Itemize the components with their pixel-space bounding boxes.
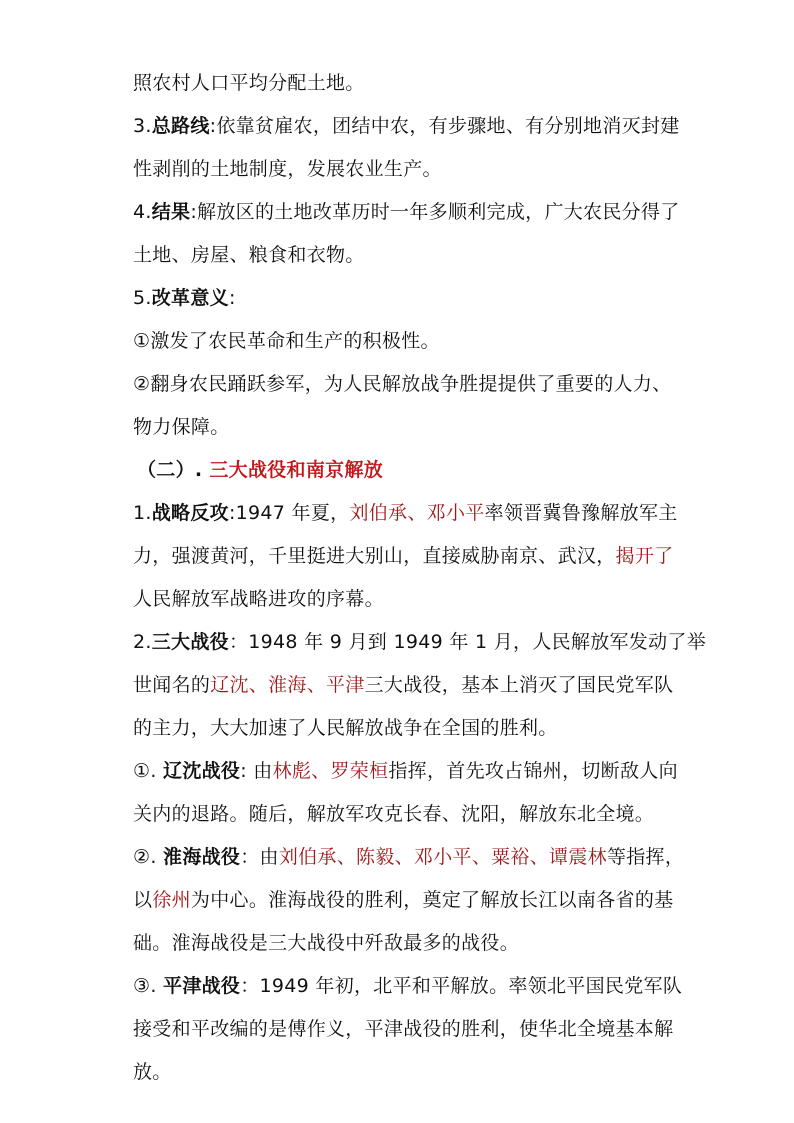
document-body [133,62,706,1094]
text-line [133,922,673,965]
text-run: 为中心。淮海战役的胜利，奠定了解放长江以南各省的基 [190,889,674,911]
item-general-line [133,105,680,148]
text-run: ①激发了农民革命和生产的积极性。 [133,330,440,352]
item-number: 2. [133,631,152,653]
item-number: 5. [133,287,152,309]
text-line [133,234,673,277]
text-run: 性剥削的土地制度，发展农业生产。 [133,158,442,180]
item-heading: 淮海战役 [163,846,241,868]
text-run: 土地、房屋、粮食和衣物。 [133,244,365,266]
text-line [133,707,673,750]
text-run: ：由 [240,846,279,868]
text-run: 三大战役，基本上消灭了国民党军队 [364,674,674,696]
item-heading: 平津战役 [163,975,241,997]
text-line [133,535,673,578]
text-run: ：1949 年初，北平和平解放。率领北平国民党军队 [240,975,683,997]
text-run: :解放区的土地改革历时一年多顺利完成，广大农民分得了 [190,201,680,223]
item-heading: 战略反攻 [151,502,229,524]
item-heading: 改革意义 [151,287,229,309]
item-strategic-offensive [133,492,678,535]
text-line [133,1051,673,1094]
item-number: 4. [133,201,152,223]
item-number: ②. [133,846,164,868]
text-run: 关内的退路。随后，解放军攻克长春、沈阳，解放东北全境。 [133,803,655,825]
text-run: 接受和平改编的是傅作义，平津战役的胜利，使华北全境基本解 [133,1018,674,1040]
item-huaihai [133,836,685,879]
text-run: : [228,287,236,309]
text-run: ：1948 年 9 月到 1949 年 1 月，人民解放军发动了举 [228,631,706,653]
text-line [133,578,673,621]
item-heading: 三大战役 [151,631,229,653]
text-line [133,363,673,406]
text-run: 物力保障。 [133,416,230,438]
text-line [133,1008,673,1051]
text-line [133,793,673,836]
highlight-place: 徐州 [152,889,191,911]
text-run: 放。 [133,1061,172,1083]
text-line [133,320,673,363]
item-number: 3. [133,115,152,137]
item-heading: 总路线 [151,115,210,137]
text-run: ②翻身农民踊跃参军，为人民解放战争胜提提供了重要的人力、 [133,373,672,395]
text-line [133,148,673,191]
text-run: 等指挥， [606,846,685,868]
section-number: （二）. [137,459,210,481]
item-number: 1. [133,502,152,524]
item-three-campaigns [133,621,706,664]
section-heading [133,449,673,492]
text-line [133,879,673,922]
text-run: 指挥，首先攻占锦州，切断敌人向 [388,760,678,782]
highlight-text: 揭开了 [615,545,674,567]
text-run: :1947 年夏， [228,502,350,524]
text-run: 人民解放军战略进攻的序幕。 [133,588,384,610]
item-pingjin [133,965,683,1008]
item-result [133,191,680,234]
item-number: ①. [133,760,164,782]
item-liaoshen [133,750,678,793]
text-run: 以 [133,889,153,911]
text-line [133,406,673,449]
text-line [133,62,673,105]
text-line [133,664,673,707]
item-heading: 辽沈战役 [163,760,241,782]
highlight-names: 刘伯承、邓小平 [349,502,485,524]
text-run: :依靠贫雇农，团结中农，有步骤地、有分别地消灭封建 [209,115,680,137]
text-run: : 由 [240,760,273,782]
text-run: 的主力，大大加速了人民解放战争在全国的胜利。 [133,717,558,739]
section-title: 三大战役和南京解放 [209,459,384,481]
text-run: 力，强渡黄河，千里挺进大别山，直接威胁南京、武汉， [133,545,616,567]
highlight-campaigns: 辽沈、淮海、平津 [210,674,365,696]
highlight-names: 林彪、罗荣桓 [272,760,389,782]
text-run: 率领晋冀鲁豫解放军主 [484,502,678,524]
item-number: ③. [133,975,164,997]
highlight-names: 刘伯承、陈毅、邓小平、粟裕、谭震林 [278,846,607,868]
item-significance [133,277,673,320]
text-run: 世闻名的 [133,674,211,696]
item-heading: 结果 [151,201,191,223]
text-run: 础。淮海战役是三大战役中歼敌最多的战役。 [133,932,520,954]
text-run: 照农村人口平均分配土地。 [133,72,365,94]
